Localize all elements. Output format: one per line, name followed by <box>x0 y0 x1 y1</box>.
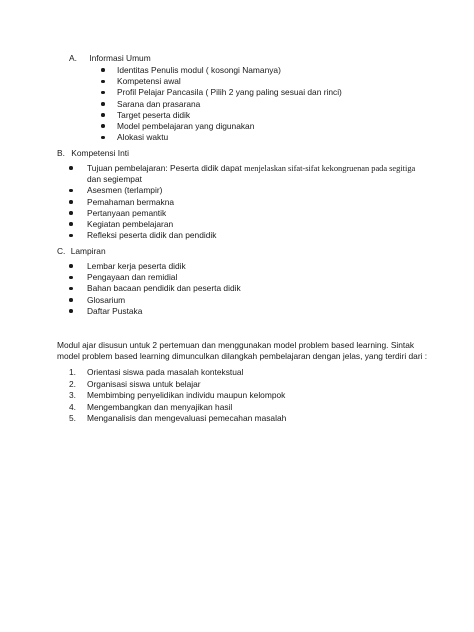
section-c-title: Lampiran <box>70 246 106 256</box>
body-paragraph <box>57 340 437 362</box>
list-item: Asesmen (terlampir) <box>69 186 216 197</box>
section-b-heading <box>57 149 129 157</box>
section-b-marker: B. <box>57 148 65 158</box>
bullet-icon <box>101 124 105 128</box>
section-a-title: Informasi Umum <box>89 53 151 63</box>
bullet-icon <box>69 166 73 170</box>
paragraph-line: Modul ajar disusun untuk 2 pertemuan dan menggunakan model problem based learning. Sintak <box>57 340 415 350</box>
bullet-icon <box>101 113 105 117</box>
section-a-list <box>101 66 342 144</box>
bullet-icon <box>101 68 105 72</box>
bullet-icon <box>69 298 73 302</box>
bullet-icon <box>69 276 73 280</box>
list-item: Pemahaman bermakna <box>69 198 216 209</box>
section-a-marker: A. <box>69 53 77 63</box>
paragraph-line: model problem based learning dimunculkan dilangkah pembelajaran dengan jelas, yang terdiri dari : <box>57 351 428 362</box>
bullet-icon <box>101 136 105 140</box>
section-a-heading <box>69 54 151 62</box>
list-item: Daftar Pustaka <box>69 307 241 318</box>
bullet-icon <box>69 189 73 193</box>
list-item: Lembar kerja peserta didik <box>69 262 241 273</box>
list-item: Pertanyaan pemantik <box>69 209 216 220</box>
list-item: Pengayaan dan remidial <box>69 273 241 284</box>
bullet-icon <box>101 91 105 95</box>
list-item: Alokasi waktu <box>101 133 342 144</box>
list-item-tujuan: Tujuan pembelajaran: Peserta didik dapat menjelaskan sifat-sifat kekongruenan pada segitiga dan segiempat <box>69 164 216 186</box>
list-item: Kompetensi awal <box>101 77 342 88</box>
section-c-list <box>69 262 241 318</box>
section-b-title: Kompetensi Inti <box>71 148 129 158</box>
list-item: Refleksi peserta didik dan pendidik <box>69 231 216 242</box>
bullet-icon <box>69 287 73 291</box>
bullet-icon <box>69 264 73 268</box>
list-item: Profil Pelajar Pancasila ( Pilih 2 yang paling sesuai dan rinci) <box>101 88 342 99</box>
bullet-icon <box>69 200 73 204</box>
bullet-icon <box>69 222 73 226</box>
bullet-icon <box>69 309 73 313</box>
section-c-marker: C. <box>57 246 66 256</box>
bullet-icon <box>69 211 73 215</box>
list-item: Glosarium <box>69 296 241 307</box>
list-item: Bahan bacaan pendidik dan peserta didik <box>69 284 241 295</box>
list-item: Kegiatan pembelajaran <box>69 220 216 231</box>
list-item: Model pembelajaran yang digunakan <box>101 122 342 133</box>
list-item: Sarana dan prasarana <box>101 100 342 111</box>
list-item: Target peserta didik <box>101 111 342 122</box>
bullet-icon <box>69 234 73 238</box>
bullet-icon <box>101 102 105 106</box>
document-page: A. Informasi Umum Identitas Penulis modul ( kosongi Namanya) Kompetensi awal Profil Pelajar Pancasila ( Pilih 2 yang paling sesuai dan rinci) Sarana dan prasarana Target peserta didik Model pembelajaran yang digunakan Alokasi waktu B. Kompetensi Inti Tujuan pembelajaran: Peserta didik dapat menjelaskan sifat-sifat kekongruenan pada segitiga dan segiempat Asesmen (terlampir) Pemahaman bermakna Pertanyaan pemantik Kegiatan pembelajaran Refleksi peserta didik dan pendidik C. Lampiran Lembar kerja peserta didik Pengayaan dan remidial Bahan bacaan pendidik dan peserta didik Glosarium Daftar Pustaka Modul ajar disusun untuk 2 pertemuan dan menggunakan model problem based learning. Sintak model problem based learning dimunculkan dilangkah pembelajaran dengan jelas, yang terdiri dari : 1. Orientasi siswa pada masalah kontekstual 2. Organisasi siswa untuk belajar 3. Membimbing penyelidikan individu maupun kelompok 4. Mengembangkan dan menyajikan hasil 5. Menganalisis dan mengevaluasi pemecahan masalah <box>0 0 474 632</box>
list-item: Identitas Penulis modul ( kosongi Namanya) <box>101 66 342 77</box>
bullet-icon <box>101 80 105 84</box>
section-c-heading <box>57 247 106 255</box>
section-b-list <box>69 163 416 242</box>
